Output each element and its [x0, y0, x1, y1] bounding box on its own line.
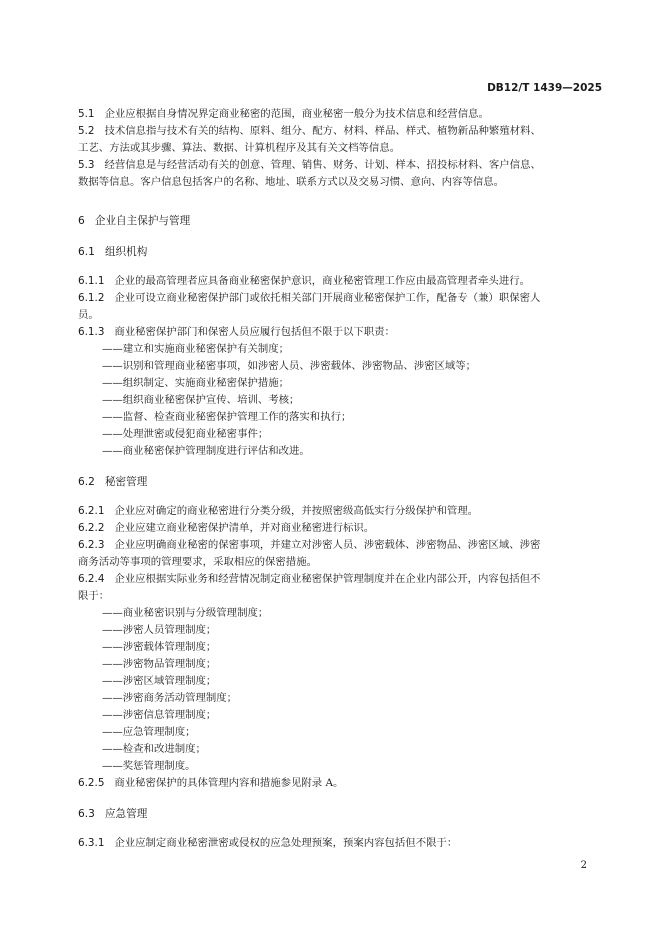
clause-text: 企业应明确商业秘密的保密事项，并建立对涉密人员、涉密载体、涉密物品、涉密区域、涉密	[114, 539, 541, 551]
clause-5-2-cont: 工艺、方法或其步骤、算法、数据、计算机程序及其有关文档等信息。	[78, 142, 401, 154]
clause-text: 企业可设立商业秘密保护部门或依托相关部门开展商业秘密保护工作，配备专（兼）职保密人	[114, 292, 541, 304]
clause-number: 6.1.2	[78, 292, 105, 304]
section-6-3-heading	[78, 806, 598, 823]
clause-text: 技术信息指与技术有关的结构、原料、组分、配方、材料、样品、样式、植物新品种繁殖材料、	[104, 125, 541, 137]
list-item: ——监督、检查商业秘密保护管理工作的落实和执行；	[102, 411, 352, 423]
clause-text: 企业应对确定的商业秘密进行分类分级，并按照密级高低实行分级保护和管理。	[114, 505, 479, 517]
clause-text: 企业应建立商业秘密保护清单，并对商业秘密进行标识。	[114, 522, 375, 534]
clause-number: 5.3	[78, 159, 95, 171]
clause-5-3	[78, 157, 598, 174]
clause-number: 6.2.1	[78, 505, 105, 517]
clause-6-2-3-cont: 商务活动等事项的管理要求，采取相应的保密措施。	[78, 556, 317, 568]
section-title: 秘密管理	[104, 476, 148, 488]
clause-text: 企业应制定商业秘密泄密或侵权的应急处理预案，预案内容包括但不限于：	[114, 837, 458, 849]
section-title: 组织机构	[104, 246, 148, 258]
clause-text: 经营信息是与经营活动有关的创意、管理、销售、财务、计划、样本、招投标材料、客户信息、	[104, 159, 541, 171]
list-item: ——涉密物品管理制度；	[102, 658, 217, 670]
clause-text: 商业秘密保护的具体管理内容和措施参见附录 A。	[114, 777, 344, 789]
list-item: ——涉密信息管理制度；	[102, 709, 217, 721]
list-item: ——商业秘密保护管理制度进行评估和改进。	[102, 445, 310, 457]
list-item: ——涉密载体管理制度；	[102, 641, 217, 653]
clause-number: 5.1	[78, 108, 95, 120]
clause-5-3-cont: 数据等信息。客户信息包括客户的名称、地址、联系方式以及交易习惯、意向、内容等信息。	[78, 176, 505, 188]
clause-6-1-1	[78, 273, 598, 290]
clause-6-2-4	[78, 571, 598, 588]
list-item: ——奖惩管理制度。	[102, 760, 196, 772]
list-item: ——涉密商务活动管理制度；	[102, 692, 238, 704]
clause-6-2-4-cont: 限于：	[78, 590, 110, 602]
clause-text: 企业应根据实际业务和经营情况制定商业秘密保护管理制度并在企业内部公开，内容包括但不	[114, 573, 541, 585]
list-item: ——识别和管理商业秘密事项，如涉密人员、涉密载体、涉密物品、涉密区域等；	[102, 360, 477, 372]
section-number: 6.3	[78, 808, 95, 820]
page-number: 2	[580, 860, 587, 871]
clause-5-1	[78, 106, 598, 123]
clause-6-2-2	[78, 520, 598, 537]
clause-text: 企业应根据自身情况界定商业秘密的范围，商业秘密一般分为技术信息和经营信息。	[104, 108, 489, 120]
clause-number: 6.2.4	[78, 573, 105, 585]
clause-6-2-3	[78, 537, 598, 554]
section-title: 企业自主保护与管理	[94, 215, 191, 227]
clause-number: 6.2.5	[78, 777, 105, 789]
list-item: ——检查和改进制度；	[102, 743, 206, 755]
list-item: ——处理泄密或侵犯商业秘密事件；	[102, 428, 269, 440]
clause-number: 6.2.3	[78, 539, 105, 551]
list-item: ——涉密区域管理制度；	[102, 675, 217, 687]
section-number: 6.2	[78, 476, 95, 488]
clause-6-2-1	[78, 503, 598, 520]
clause-6-3-1	[78, 835, 598, 852]
clause-number: 6.3.1	[78, 837, 105, 849]
clause-6-1-3	[78, 324, 598, 341]
clause-5-2	[78, 123, 598, 140]
document-code: DB12/T 1439—2025	[487, 82, 602, 94]
section-number: 6.1	[78, 246, 95, 258]
clause-number: 6.1.1	[78, 275, 105, 287]
clause-text: 商业秘密保护部门和保密人员应履行包括但不限于以下职责：	[114, 326, 395, 338]
section-title: 应急管理	[104, 808, 148, 820]
clause-6-1-2-cont: 员。	[78, 309, 99, 321]
clause-6-2-5	[78, 775, 598, 792]
section-6-heading	[78, 213, 598, 230]
section-6-1-heading	[78, 244, 598, 261]
list-item: ——涉密人员管理制度；	[102, 624, 217, 636]
section-6-2-heading	[78, 474, 598, 491]
clause-number: 6.1.3	[78, 326, 105, 338]
list-item: ——组织商业秘密保护宣传、培训、考核；	[102, 394, 300, 406]
list-item: ——商业秘密识别与分级管理制度；	[102, 607, 269, 619]
list-item: ——组织制定、实施商业秘密保护措施；	[102, 377, 290, 389]
clause-6-1-2	[78, 290, 598, 307]
list-item: ——建立和实施商业秘密保护有关制度；	[102, 343, 290, 355]
clause-text: 企业的最高管理者应具备商业秘密保护意识，商业秘密管理工作应由最高管理者牵头进行。	[114, 275, 530, 287]
section-number: 6	[78, 215, 85, 227]
clause-number: 6.2.2	[78, 522, 105, 534]
document-body	[78, 106, 598, 852]
list-item: ——应急管理制度；	[102, 726, 196, 738]
clause-number: 5.2	[78, 125, 95, 137]
